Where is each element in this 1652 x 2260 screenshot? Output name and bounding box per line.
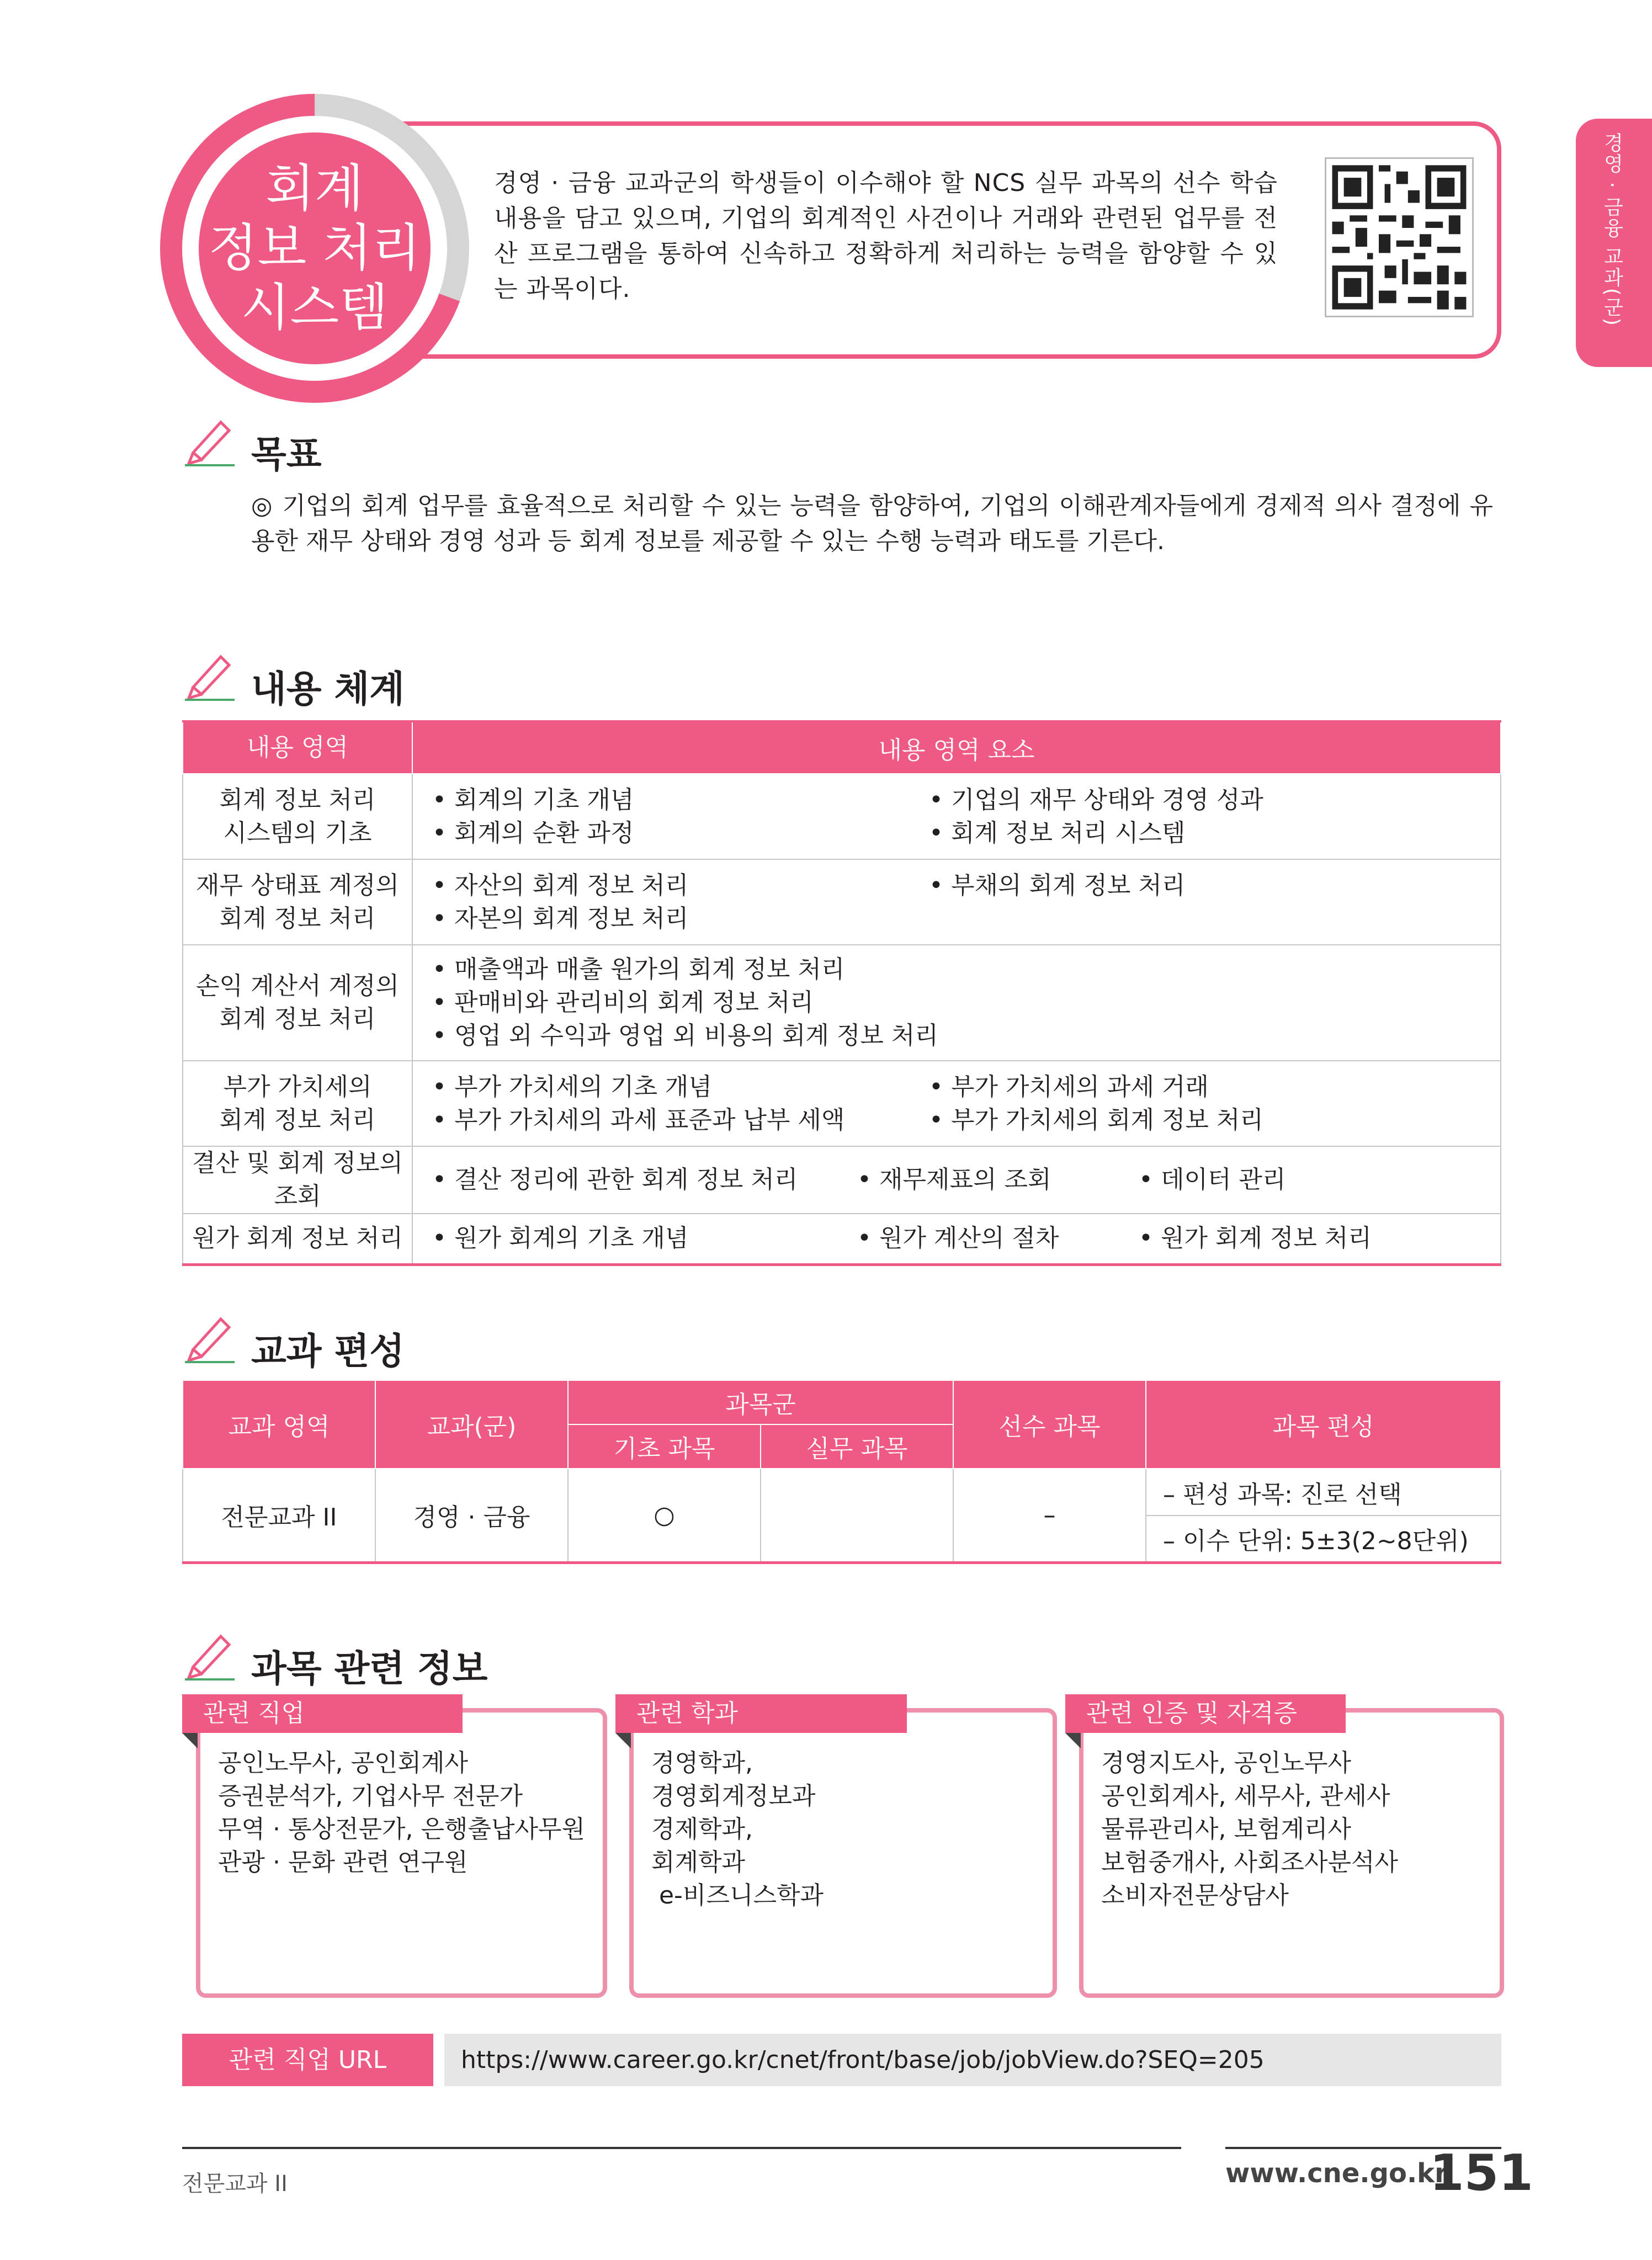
- area-line: 회계 정보 처리: [219, 904, 376, 933]
- title-disc: [199, 132, 431, 364]
- title-line-2: 정보 처리: [208, 219, 421, 278]
- element-item: • 원가 회계 정보 처리: [1139, 1224, 1372, 1253]
- tab-fold: [1065, 1733, 1081, 1748]
- table-header-row: [183, 721, 1501, 774]
- list-item: 경영지도사, 공인노무사: [1101, 1749, 1352, 1777]
- tab-fold: [615, 1733, 631, 1748]
- element-item: • 부가 가치세의 과세 거래: [929, 1072, 1209, 1101]
- col-prereq: 선수 과목: [953, 1380, 1146, 1469]
- area-cell: [183, 859, 412, 945]
- subject-description: 경영 · 금융 교과군의 학생들이 이수해야 할 NCS 실무 과목의 선수 학습 내용을 담고 있으며, 기업의 회계적인 사건이나 거래와 관련된 업무를 전산 프로그램을 통하여 신속하고 정확하게 처리하는 능력을 함양할 수 있는 과목이다.: [494, 169, 1278, 303]
- col-basic: 기초 과목: [568, 1424, 761, 1469]
- cell-practical: [761, 1469, 953, 1562]
- list-item: 증권분석가, 기업사무 전문가: [218, 1782, 523, 1810]
- job-url-label: 관련 직업 URL: [182, 2034, 433, 2086]
- table-row: [183, 1469, 1501, 1515]
- pencil-icon: [182, 1625, 237, 1683]
- list-item: e-비즈니스학과: [651, 1881, 824, 1910]
- related-departments-label: 관련 학과: [615, 1694, 907, 1733]
- table-row: [183, 774, 1501, 859]
- curriculum-table: [182, 1380, 1501, 1564]
- element-item: • 자산의 회계 정보 처리: [432, 871, 689, 900]
- elements-cell: [412, 1146, 1501, 1214]
- related-departments-list: [651, 1747, 824, 1912]
- table-row: [183, 1146, 1501, 1214]
- area-cell: 원가 회계 정보 처리: [183, 1214, 412, 1264]
- table-header-row: [183, 1380, 1501, 1424]
- area-line: 회계 정보 처리: [219, 1005, 376, 1033]
- table-row: [183, 859, 1501, 945]
- list-item: 공인회계사, 세무사, 관세사: [1101, 1782, 1390, 1810]
- title-line-1: 회계: [265, 159, 364, 218]
- list-item: 관광 · 문화 관련 연구원: [218, 1848, 468, 1876]
- related-jobs-list: [218, 1747, 585, 1879]
- area-cell: [183, 1061, 412, 1146]
- side-tab-label: 경영 · 금융 교과(군): [1601, 132, 1623, 327]
- element-item: • 회계의 기초 개념: [432, 785, 634, 814]
- page-title: [209, 159, 421, 338]
- area-cell: 결산 및 회계 정보의 조회: [183, 1146, 412, 1214]
- pencil-icon: [182, 646, 237, 703]
- area-line: 회계 정보 처리: [219, 1105, 376, 1134]
- curriculum-heading: 교과 편성: [251, 1330, 405, 1373]
- cell-org-2: – 이수 단위: 5±3(2~8단위): [1146, 1515, 1501, 1562]
- footer-divider: [182, 2147, 1181, 2149]
- element-item: • 회계 정보 처리 시스템: [929, 818, 1186, 847]
- element-item: • 부가 가치세의 회계 정보 처리: [929, 1105, 1263, 1134]
- elements-cell: [412, 774, 1501, 859]
- area-cell: [183, 774, 412, 859]
- related-info-heading: 과목 관련 정보: [251, 1647, 488, 1690]
- cell-area: 전문교과 II: [183, 1469, 375, 1562]
- element-item: • 부채의 회계 정보 처리: [929, 871, 1186, 900]
- element-item: • 부가 가치세의 기초 개념: [432, 1072, 712, 1101]
- element-item: • 영업 외 수익과 영업 외 비용의 회계 정보 처리: [432, 1022, 938, 1050]
- area-line: 재무 상태표 계정의: [195, 871, 399, 900]
- element-item: • 부가 가치세의 과세 표준과 납부 세액: [432, 1105, 845, 1134]
- table-row: [183, 1214, 1501, 1264]
- col-group: 교과(군): [375, 1380, 568, 1469]
- cell-group: 경영 · 금융: [375, 1469, 568, 1562]
- list-item: 경영회계정보과: [651, 1782, 816, 1810]
- element-item: • 원가 회계의 기초 개념: [432, 1224, 689, 1253]
- element-item: • 회계의 순환 과정: [432, 818, 634, 847]
- goal-text: ◎ 기업의 회계 업무를 효율적으로 처리할 수 있는 능력을 함양하여, 기업의 이해관계자들에게 경제적 의사 결정에 유용한 재무 상태와 경영 성과 등 회계 정보를 제공할 수 있는 수행 능력과 태도를 기른다.: [251, 492, 1493, 555]
- elements-cell: [412, 1214, 1501, 1264]
- content-system-table: [182, 720, 1501, 1266]
- elements-cell: [412, 945, 1501, 1061]
- list-item: 소비자전문상담사: [1101, 1881, 1289, 1910]
- col-area: 교과 영역: [183, 1380, 375, 1469]
- footer-section-name: 전문교과 II: [182, 2171, 288, 2197]
- element-item: • 재무제표의 조회: [857, 1166, 1051, 1194]
- elements-cell: [412, 1061, 1501, 1146]
- tab-fold: [182, 1733, 198, 1748]
- page-number: 151: [1430, 2144, 1533, 2202]
- cell-basic: ○: [568, 1469, 761, 1562]
- area-line: 회계 정보 처리: [219, 785, 376, 814]
- qr-code-icon[interactable]: [1325, 157, 1474, 317]
- cell-prereq: –: [953, 1469, 1146, 1562]
- col-subject-group: 과목군: [568, 1380, 953, 1424]
- pencil-icon: [182, 1308, 237, 1365]
- area-cell: [183, 945, 412, 1061]
- table-row: [183, 1061, 1501, 1146]
- element-item: • 원가 계산의 절차: [857, 1224, 1059, 1253]
- element-item: • 판매비와 관리비의 회계 정보 처리: [432, 988, 814, 1017]
- element-item: • 자본의 회계 정보 처리: [432, 904, 689, 933]
- goal-heading: 목표: [251, 433, 322, 476]
- related-jobs-label: 관련 직업: [182, 1694, 463, 1733]
- element-item: • 데이터 관리: [1139, 1166, 1286, 1194]
- col-organization: 과목 편성: [1146, 1380, 1501, 1469]
- list-item: 경영학과,: [651, 1749, 753, 1777]
- col-content-elements: 내용 영역 요소: [412, 721, 1501, 774]
- area-line: 부가 가치세의: [223, 1072, 372, 1101]
- col-content-area: 내용 영역: [183, 721, 412, 774]
- list-item: 공인노무사, 공인회계사: [218, 1749, 469, 1777]
- pencil-icon: [182, 411, 237, 469]
- content-system-heading: 내용 체계: [251, 668, 405, 710]
- list-item: 경제학과,: [651, 1815, 753, 1843]
- element-item: • 기업의 재무 상태와 경영 성과: [929, 785, 1263, 814]
- title-line-3: 시스템: [241, 278, 389, 337]
- area-line: 시스템의 기초: [223, 818, 372, 847]
- list-item: 물류관리사, 보험계리사: [1101, 1815, 1352, 1843]
- list-item: 무역 · 통상전문가, 은행출납사무원: [218, 1815, 585, 1843]
- table-row: [183, 945, 1501, 1061]
- element-item: • 매출액과 매출 원가의 회계 정보 처리: [432, 955, 845, 983]
- cell-org-1: – 편성 과목: 진로 선택: [1146, 1469, 1501, 1515]
- list-item: 회계학과: [651, 1848, 746, 1876]
- related-certificates-label: 관련 인증 및 자격증: [1065, 1694, 1346, 1733]
- related-certificates-list: [1101, 1747, 1398, 1912]
- list-item: 보험중개사, 사회조사분석사: [1101, 1848, 1399, 1876]
- col-practical: 실무 과목: [761, 1424, 953, 1469]
- area-line: 손익 계산서 계정의: [195, 972, 399, 1000]
- element-item: • 결산 정리에 관한 회계 정보 처리: [432, 1166, 798, 1194]
- job-url-link[interactable]: https://www.career.go.kr/cnet/front/base/job/jobView.do?SEQ=205: [444, 2034, 1501, 2086]
- footer-website-link[interactable]: www.cne.go.kr: [1225, 2158, 1448, 2189]
- elements-cell: [412, 859, 1501, 945]
